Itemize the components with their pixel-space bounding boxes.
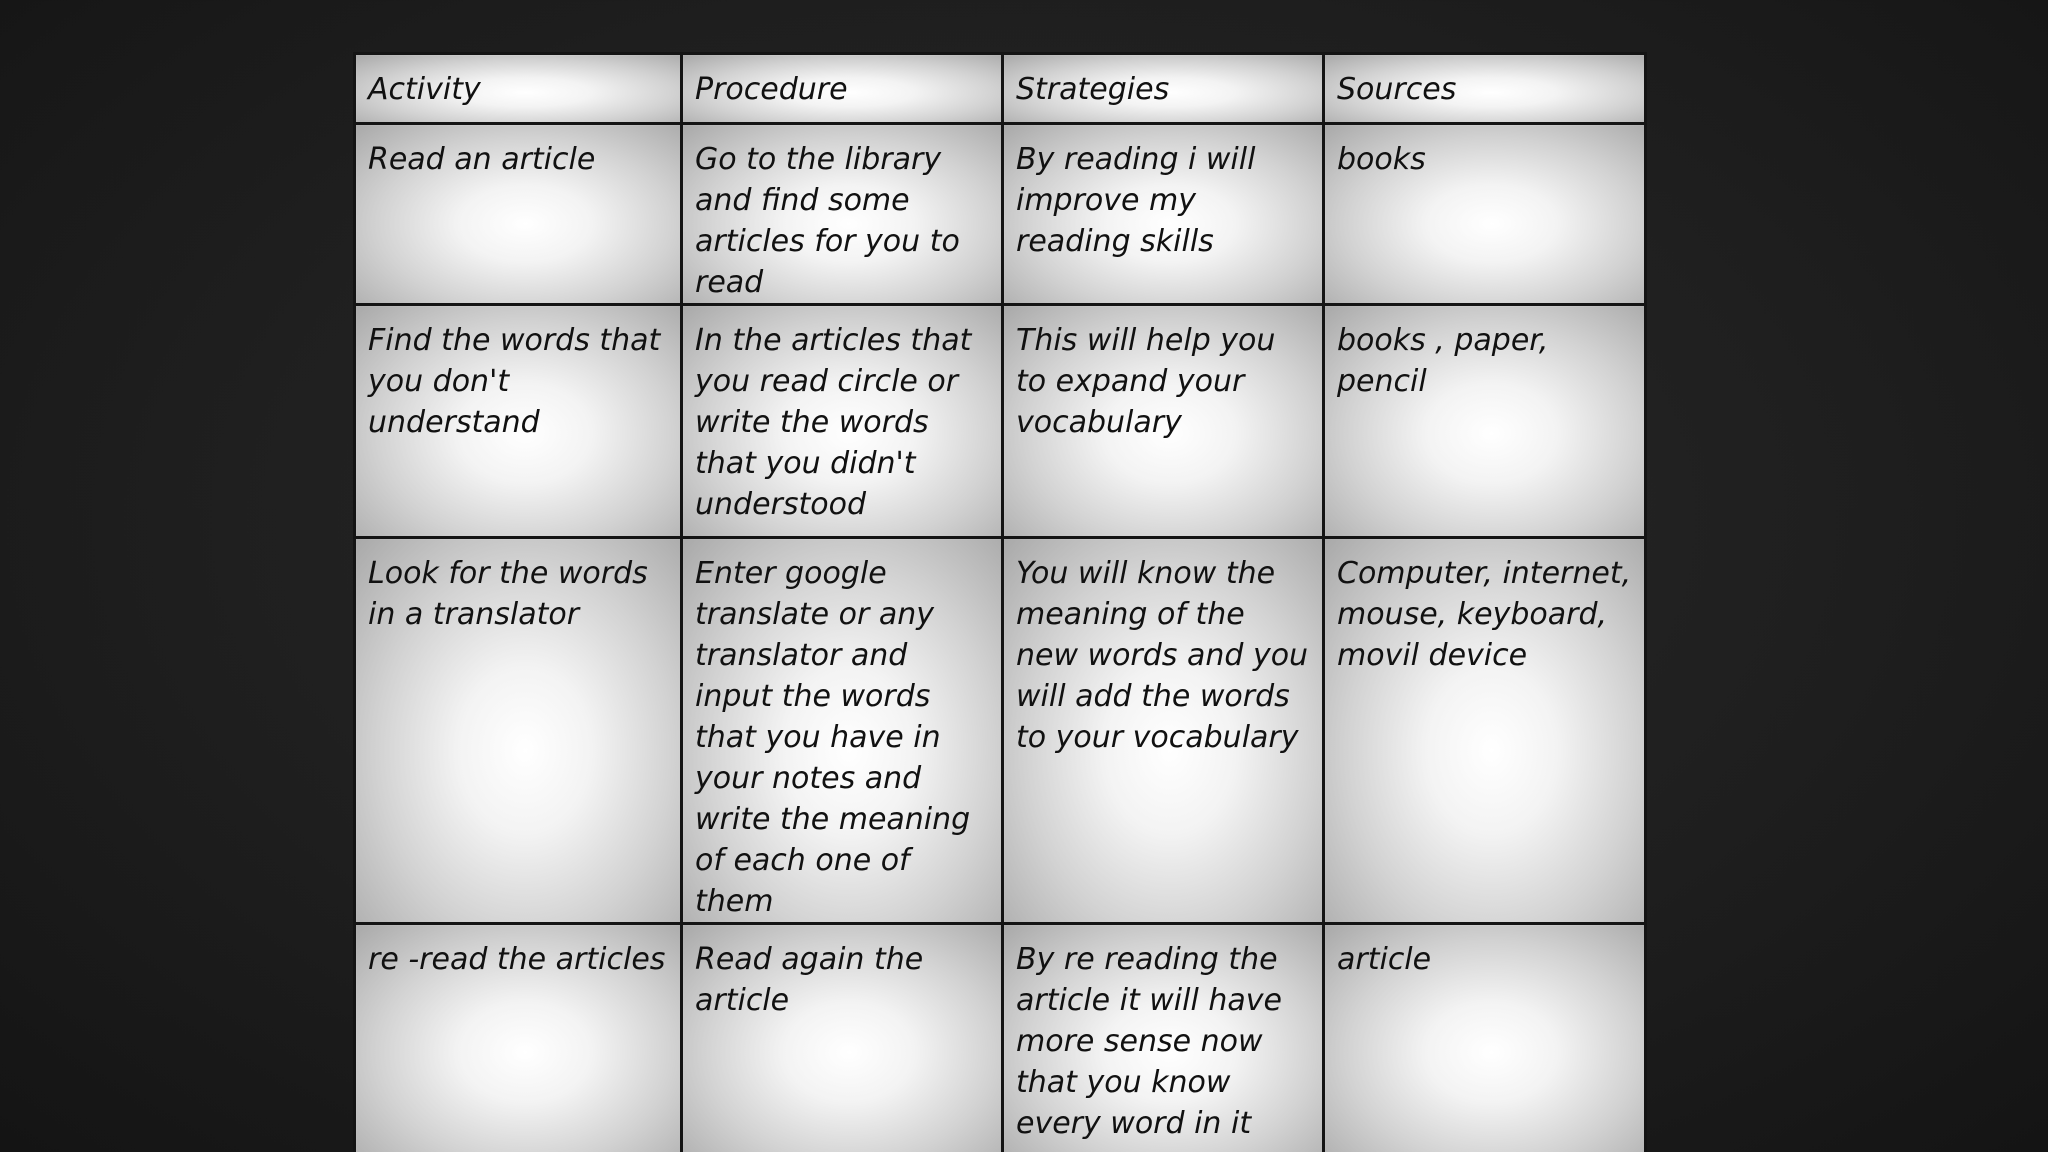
cell-sources: books , paper, pencil [1324,305,1646,538]
table-row [355,924,1646,1152]
cell-procedure: In the articles that you read circle or write the words that you didn't understood [682,305,1003,538]
header-activity: Activity [355,54,682,124]
cell-strategies: You will know the meaning of the new words and you will add the words to your vocabulary [1003,538,1324,924]
cell-activity: Look for the words in a translator [355,538,682,924]
cell-procedure: Go to the library and find some articles for you to read [682,124,1003,305]
table-row [355,538,1646,924]
cell-sources: Computer, internet, mouse, keyboard, movil device [1324,538,1646,924]
cell-procedure: Read again the article [682,924,1003,1152]
cell-procedure: Enter google translate or any translator and input the words that you have in your notes and write the meaning of each one of them [682,538,1003,924]
table-row [355,124,1646,305]
activity-table [353,52,1647,1152]
cell-activity: re -read the articles [355,924,682,1152]
cell-activity: Read an article [355,124,682,305]
header-sources: Sources [1324,54,1646,124]
table-header-row [355,54,1646,124]
cell-strategies: By re reading the article it will have more sense now that you know every word in it [1003,924,1324,1152]
header-procedure: Procedure [682,54,1003,124]
cell-strategies: By reading i will improve my reading skills [1003,124,1324,305]
cell-strategies: This will help you to expand your vocabulary [1003,305,1324,538]
header-strategies: Strategies [1003,54,1324,124]
cell-sources: article [1324,924,1646,1152]
cell-activity: Find the words that you don't understand [355,305,682,538]
cell-sources: books [1324,124,1646,305]
table-row [355,305,1646,538]
